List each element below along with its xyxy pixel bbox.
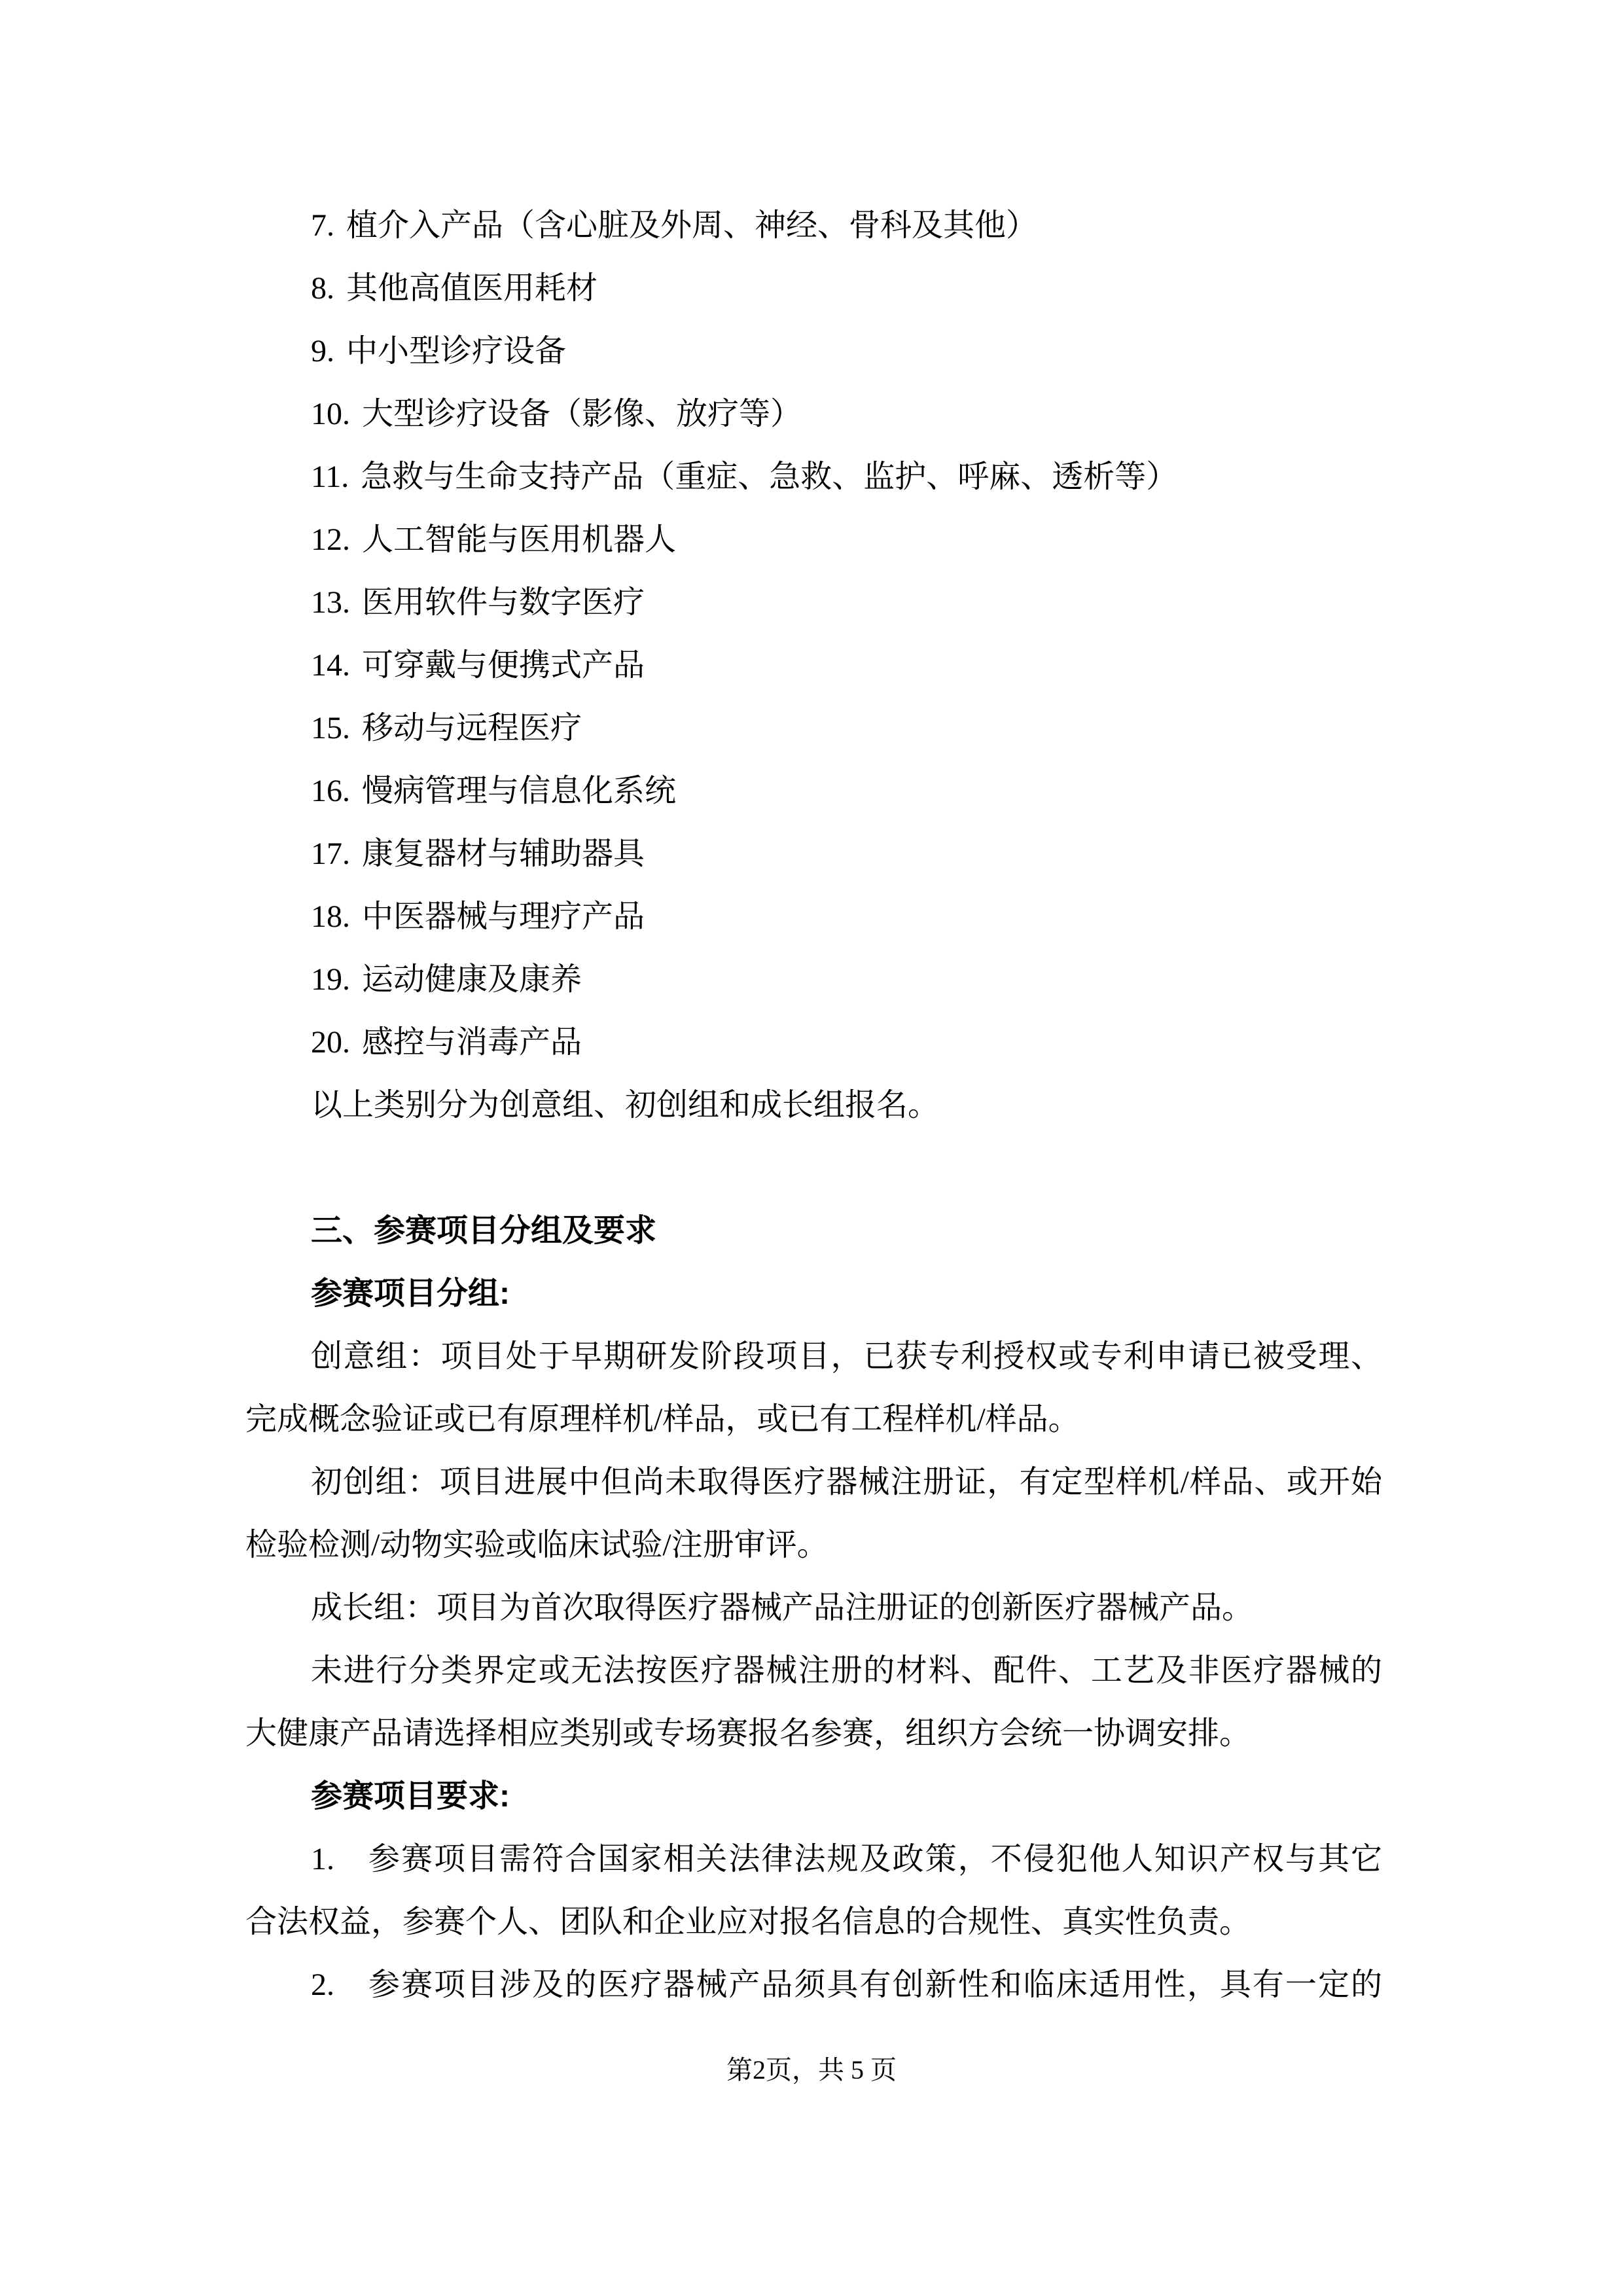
list-item-text: 植介入产品（含心脏及外周、神经、骨科及其他） — [346, 208, 1038, 243]
paragraph-line-unclassified-2: 大健康产品请选择相应类别或专场赛报名参赛，组织方会统一协调安排。 — [245, 1716, 1251, 1751]
list-item-text: 康复器材与辅助器具 — [362, 836, 645, 871]
list-item-17 — [245, 823, 1382, 886]
list-item-19 — [245, 948, 1382, 1011]
list-item-number: 16. — [311, 774, 350, 808]
list-item-text: 人工智能与医用机器人 — [362, 522, 677, 557]
list-item-number: 20. — [311, 1025, 350, 1060]
requirements-label: 参赛项目要求: — [311, 1779, 510, 1814]
list-item-15 — [245, 697, 1382, 760]
list-item-text: 中小型诊疗设备 — [346, 334, 567, 368]
list-item-8 — [245, 257, 1382, 320]
list-item-text: 慢病管理与信息化系统 — [362, 774, 677, 808]
page-footer: 第2页，共 5 页 — [726, 2055, 897, 2085]
list-item-10 — [245, 383, 1382, 446]
list-item-text: 可穿戴与便携式产品 — [362, 648, 645, 683]
list-item-11 — [245, 446, 1382, 509]
requirement-line-1b: 合法权益，参赛个人、团队和企业应对报名信息的合规性、真实性负责。 — [245, 1905, 1251, 1939]
list-item-number: 9. — [311, 334, 334, 368]
list-item-number: 13. — [311, 585, 350, 620]
list-item-number: 12. — [311, 522, 350, 557]
blank-line — [245, 1137, 1382, 1200]
paragraph-line-creative-2: 完成概念验证或已有原理样机/样品，或已有工程样机/样品。 — [245, 1402, 1080, 1437]
list-item-text: 急救与生命支持产品（重症、急救、监护、呼麻、透析等） — [361, 459, 1178, 494]
list-item-text: 感控与消毒产品 — [362, 1025, 582, 1060]
list-item-number: 10. — [311, 397, 350, 431]
list-item-number: 11. — [311, 459, 349, 494]
list-item-number: 19. — [311, 962, 350, 997]
document-body — [245, 194, 1382, 2017]
requirement-line-1a: 1. 参赛项目需符合国家相关法律法规及政策，不侵犯他人知识产权与其它 — [311, 1842, 1382, 1876]
section-heading: 三、参赛项目分组及要求 — [311, 1213, 657, 1248]
paragraph-line-startup-2: 检验检测/动物实验或临床试验/注册审评。 — [245, 1528, 829, 1562]
list-item-text: 运动健康及康养 — [362, 962, 582, 997]
list-item-number: 18. — [311, 899, 350, 934]
list-item-text: 移动与远程医疗 — [362, 711, 582, 745]
list-item-13 — [245, 571, 1382, 634]
list-item-18 — [245, 886, 1382, 948]
list-item-text: 中医器械与理疗产品 — [362, 899, 645, 934]
list-item-12 — [245, 509, 1382, 571]
list-item-number: 17. — [311, 836, 350, 871]
requirement-line-2a: 2. 参赛项目涉及的医疗器械产品须具有创新性和临床适用性，具有一定的 — [311, 1967, 1382, 2002]
list-item-7 — [245, 194, 1382, 257]
list-item-9 — [245, 320, 1382, 383]
paragraph-line-unclassified-1: 未进行分类界定或无法按医疗器械注册的材料、配件、工艺及非医疗器械的 — [311, 1653, 1382, 1688]
paragraph-line-startup-1: 初创组：项目进展中但尚未取得医疗器械注册证，有定型样机/样品、或开始 — [311, 1465, 1382, 1499]
list-item-16 — [245, 760, 1382, 823]
list-item-text: 医用软件与数字医疗 — [362, 585, 645, 620]
list-item-number: 14. — [311, 648, 350, 683]
list-item-text: 其他高值医用耗材 — [346, 271, 598, 306]
paragraph-line-growth: 成长组：项目为首次取得医疗器械产品注册证的创新医疗器械产品。 — [311, 1590, 1254, 1625]
closing-line: 以上类别分为创意组、初创组和成长组报名。 — [311, 1088, 940, 1122]
list-item-14 — [245, 634, 1382, 697]
list-item-number: 7. — [311, 208, 334, 243]
list-item-20 — [245, 1011, 1382, 1074]
list-item-number: 8. — [311, 271, 334, 306]
list-item-text: 大型诊疗设备（影像、放疗等） — [362, 397, 802, 431]
list-item-number: 15. — [311, 711, 350, 745]
group-label: 参赛项目分组: — [311, 1276, 510, 1311]
paragraph-line-creative-1: 创意组：项目处于早期研发阶段项目，已获专利授权或专利申请已被受理、 — [311, 1339, 1382, 1374]
